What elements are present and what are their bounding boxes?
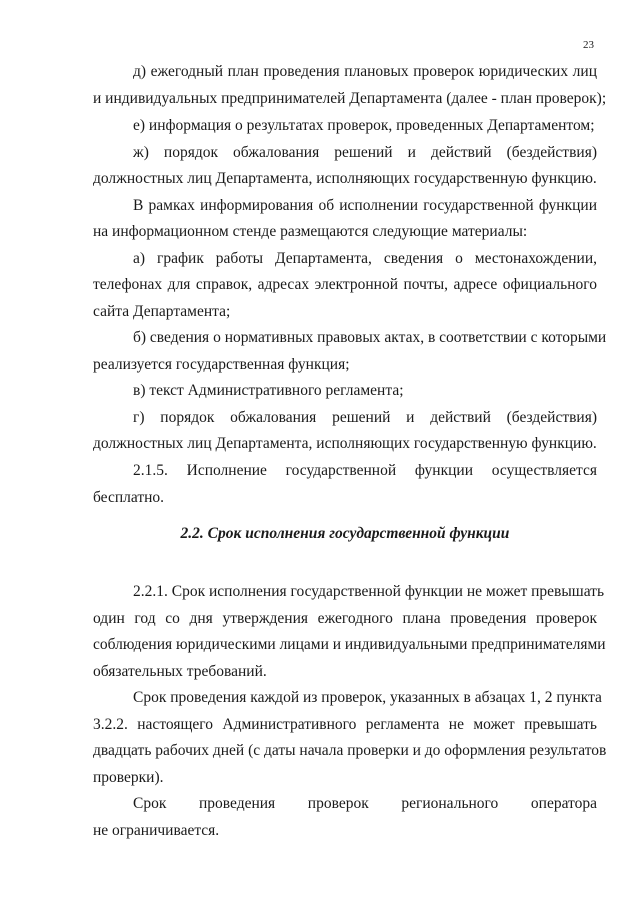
text-line: е) информация о результатах проверок, проведенных Департаментом; [133, 117, 595, 134]
text-line: ж) порядок обжалования решений и действий (бездействия) [133, 144, 597, 161]
text-line: б) сведения о нормативных правовых актах, в соответствии с которыми [133, 329, 607, 346]
page-number: 23 [583, 39, 594, 51]
text-line: телефонах для справок, адресах электронной почты, адресе официального [93, 276, 597, 293]
text-line: не ограничивается. [93, 822, 220, 839]
text-line: бесплатно. [93, 489, 165, 506]
text-line: 2.2.1. Срок исполнения государственной функции не может превышать [133, 583, 605, 600]
section-heading: 2.2. Срок исполнения государственной функции [180, 525, 510, 542]
text-line: должностных лиц Департамента, исполняющих государственную функцию. [93, 435, 597, 452]
text-line: д) ежегодный план проведения плановых проверок юридических лиц [133, 63, 597, 80]
text-line: обязательных требований. [93, 663, 267, 680]
text-line: а) график работы Департамента, сведения о местонахождении, [133, 250, 597, 267]
text-line: сайта Департамента; [93, 303, 231, 320]
text-line: 2.1.5. Исполнение государственной функции осуществляется [133, 462, 597, 479]
text-line: г) порядок обжалования решений и действий (бездействия) [133, 409, 597, 426]
text-line: и индивидуальных предпринимателей Департамента (далее - план проверок); [93, 90, 607, 107]
text-line: реализуется государственная функция; [93, 356, 350, 373]
text-line: на информационном стенде размещаются следующие материалы: [93, 223, 528, 240]
text-line: 3.2.2. настоящего Административного регламента не может превышать [93, 716, 597, 733]
text-line: соблюдения юридическими лицами и индивидуальными предпринимателями [93, 636, 606, 653]
text-line: Срок проведения проверок регионального оператора [133, 795, 597, 812]
text-line: двадцать рабочих дней (с даты начала проверки и до оформления результатов [93, 742, 607, 759]
text-line: Срок проведения каждой из проверок, указанных в абзацах 1, 2 пункта [133, 689, 602, 706]
text-line: проверки). [93, 769, 164, 786]
text-line: один год со дня утверждения ежегодного плана проведения проверок [93, 610, 597, 627]
text-line: в) текст Административного регламента; [133, 382, 404, 399]
text-line: В рамках информирования об исполнении государственной функции [133, 197, 597, 214]
text-line: должностных лиц Департамента, исполняющих государственную функцию. [93, 170, 597, 187]
